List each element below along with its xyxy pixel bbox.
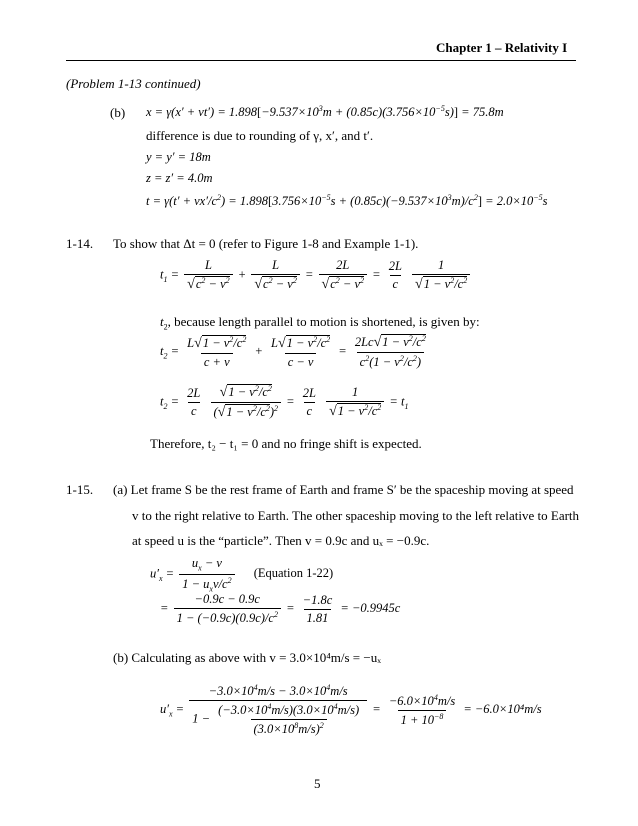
equation-t2-a: $t_2$ = $\frac{L√1 - v^2/c^2}{c + v}$ + $\frac{L√1 - v^2/c^2}{c - v}$ = $\frac{2Lc√1 - v^2/c^2}{c^2(1 - v^2/c^2)}$: [160, 334, 426, 370]
equation-t2-b: $t_2$ = $\frac{2L}{c}$ $\frac{√1 - v^2/c^2}{(√1 - v^2/c^2)^2}$ = $\frac{2L}{c}$ $\frac{1}{√1 - v^2/c^2}$ = $t_1$: [160, 384, 409, 421]
header-rule: [66, 60, 576, 61]
problem-14-conclusion: Therefore, t₂ − t₁ = 0 and no fringe shift is expected.: [150, 436, 422, 451]
t2-note: $t_2$, because length parallel to motion is shortened, is given by:: [160, 314, 480, 332]
rounding-note: difference is due to rounding of γ, x′, and t′.: [146, 128, 374, 143]
equation-t1: $t_1$ = $\frac{L}{√c^2 - v^2}$ + $\frac{L}{√c^2 - v^2}$ = $\frac{2L}{√c^2 - v^2}$ = $\frac{2L}{c}$ $\frac{1}{√1 - v^2/c^2}$: [160, 258, 472, 293]
problem-15a-line2: v to the right relative to Earth. The other spaceship moving to the left relative to Earth: [132, 508, 580, 523]
equation-15b: $u'_x$ = $-3.0\times 10^4m/s - 3.0\times 10^4m/s$ 1 − $\frac{(-3.0\times 10^4m/s)(3.0\times 10^4m/s)}{(3.0\times 10^8m/s)^2}$ = $\frac{-6.0\times 10^4m/s}{1 + 10^{-8}}$ = −6.0×10⁴m/s: [160, 683, 542, 737]
problem-14-intro: To show that Δt = 0 (refer to Figure 1-8 and Example 1-1).: [113, 236, 419, 251]
equation-z: z = z′ = 4.0m: [146, 171, 213, 185]
problem-15a-line3: at speed u is the “particle”. Then v = 0.9c and uₓ = −0.9c.: [132, 533, 430, 548]
part-b-label: (b): [110, 105, 126, 120]
equation-t: $t = \gamma(t' + vx'/c^2) = 1.898[3.756\times 10^{-5}s + (0.85c)(-9.537\times 10^3m)/c^2] = 2.0\times 10^{-5}s$: [146, 193, 548, 209]
equation-x: $x = \gamma(x' + vt') = 1.898[-9.537\times 10^3m + (0.85c)(3.756\times 10^{-5}s)] = 75.8m$: [146, 104, 504, 120]
problem-14-number: 1-14.: [66, 236, 94, 251]
result-b: −6.0×10⁴m/s: [474, 702, 542, 717]
equation-reference: (Equation 1-22): [253, 566, 334, 581]
equation-ux-prime: $u'_x$ = $\frac{u_x - v}{1 - u_xv/c^2}$ (Equation 1-22): [150, 556, 334, 594]
problem-15a-line1: (a) Let frame S be the rest frame of Earth and frame S′ be the spaceship moving at speed: [113, 482, 574, 497]
equation-ux-numeric: = $\frac{-0.9c - 0.9c}{1 - (-0.9c)(0.9c)/c^2}$ = $\frac{-1.8c}{1.81}$ = −0.9945c: [160, 592, 401, 626]
result-a: −0.9945c: [351, 600, 401, 615]
problem-15-number: 1-15.: [66, 482, 94, 497]
problem-15b-intro: (b) Calculating as above with v = 3.0×10⁴m/s = −uₓ: [113, 650, 381, 665]
page-number: 5: [314, 776, 321, 791]
equation-y: y = y′ = 18m: [146, 150, 211, 164]
chapter-header: Chapter 1 – Relativity I: [436, 40, 568, 55]
continued-label: (Problem 1-13 continued): [66, 76, 201, 91]
